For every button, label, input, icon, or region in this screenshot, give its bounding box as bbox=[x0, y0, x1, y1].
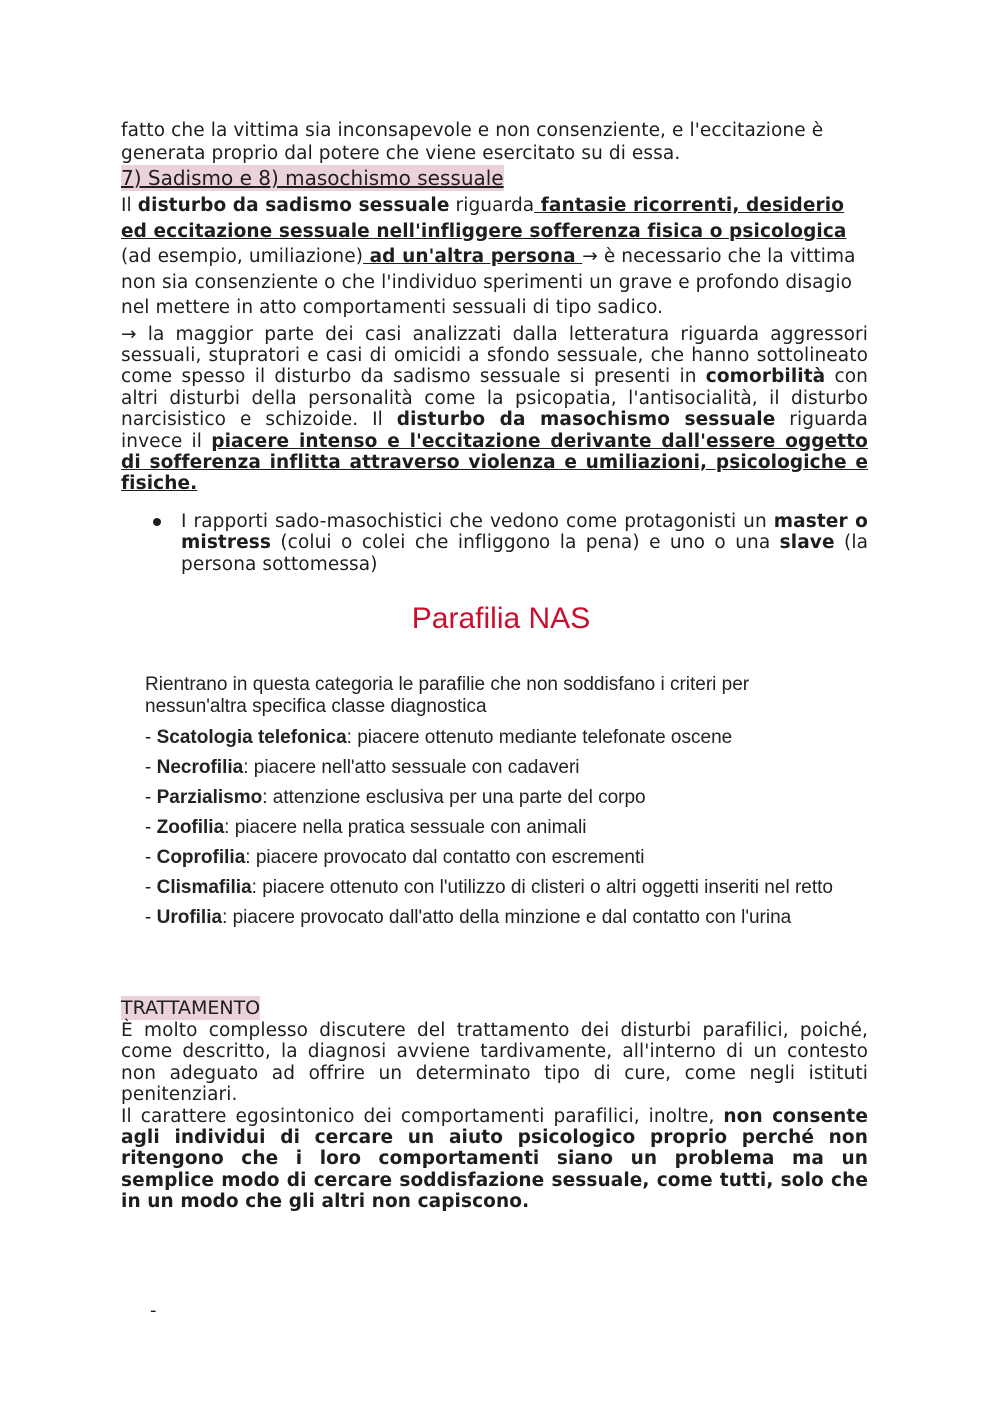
slide-list-item: - Urofilia: piacere provocato dall'atto della minzione e dal contatto con l'urina bbox=[145, 907, 792, 928]
slide-desc: : piacere provocato dall'atto della minzione e dal contatto con l'urina bbox=[222, 907, 792, 928]
text-run: riguarda invece il bbox=[121, 409, 868, 452]
slide-list-item: - Zoofilia: piacere nella pratica sessuale con animali bbox=[145, 817, 587, 838]
bullet-text bbox=[181, 511, 868, 575]
text-run: con altri disturbi della personalità come la psicopatia, l'antisocialità, il disturbo narcisistico e schizoide. Il bbox=[121, 366, 869, 431]
bold-term: slave bbox=[779, 532, 835, 554]
underlined-phrase: ad un'altra persona bbox=[363, 246, 583, 267]
bullet-icon bbox=[153, 518, 161, 526]
text-run: Il carattere egosintonico dei comportamenti parafilici, inoltre, bbox=[121, 1105, 724, 1127]
embedded-slide bbox=[121, 600, 881, 980]
slide-title: Parafilia NAS bbox=[411, 602, 591, 635]
slide-list-item: - Parzialismo: attenzione esclusiva per una parte del corpo bbox=[145, 787, 646, 808]
intro-paragraph: fatto che la vittima sia inconsapevole e non consenziente, e l'eccitazione è generata proprio dal potere che viene esercitato su di essa. bbox=[121, 120, 824, 164]
text-run: riguarda bbox=[449, 195, 535, 216]
bold-term: disturbo da sadismo sessuale bbox=[137, 195, 450, 216]
sadism-paragraph bbox=[121, 193, 868, 321]
treatment-paragraph-1: È molto complesso discutere del trattamento dei disturbi parafilici, poiché, come descritto, la diagnosi avviene tardivamente, all'interno di un contesto non adeguato ad offrire un determinato tipo di cure, come negli istituti penitenziari. bbox=[121, 1020, 868, 1106]
section-heading-sadism: 7) Sadismo e 8) masochismo sessuale bbox=[121, 166, 504, 190]
slide-desc: : piacere ottenuto mediante telefonate oscene bbox=[346, 727, 733, 748]
text-run: → la maggior parte dei casi analizzati dalla letteratura riguarda aggressori sessuali, stupratori e casi di omicidi a sfondo sessuale, che hanno sottolineato come spesso il disturbo da sadismo sessuale si presenti in bbox=[121, 323, 868, 388]
slide-desc: : piacere nell'atto sessuale con cadaveri bbox=[243, 757, 580, 778]
bold-term: comorbilità bbox=[705, 366, 826, 388]
slide-term: Clismafilia bbox=[156, 877, 252, 898]
treatment-section bbox=[121, 996, 868, 1213]
text-run: → è necessario che la vittima non sia consenziente o che l'individuo sperimenti un grave e profondo disagio nel mettere in atto comportamenti sessuali di tipo sadico. bbox=[121, 246, 856, 318]
slide-term: Urofilia bbox=[156, 907, 223, 928]
underlined-definition: piacere intenso e l'eccitazione derivante dall'essere oggetto di sofferenza inflitta attraverso violenza e umiliazioni, psicologiche e fisiche. bbox=[121, 430, 868, 495]
slide-term: Scatologia telefonica bbox=[156, 727, 347, 748]
slide-list-item: - Necrofilia: piacere nell'atto sessuale con cadaveri bbox=[145, 757, 580, 778]
bold-term: master o mistress bbox=[181, 510, 868, 554]
footer-dash: - bbox=[150, 1300, 157, 1321]
slide-list-item: - Scatologia telefonica: piacere ottenuto mediante telefonate oscene bbox=[145, 727, 733, 748]
slide-term: Parzialismo bbox=[156, 787, 263, 808]
text-run: Il bbox=[121, 195, 138, 216]
text-run: I rapporti sado-masochistici che vedono come protagonisti un bbox=[181, 510, 774, 532]
slide-term: Coprofilia bbox=[156, 847, 246, 868]
slide-desc: : piacere provocato dal contatto con escrementi bbox=[245, 847, 645, 868]
text-run: (ad esempio, umiliazione) bbox=[121, 246, 364, 267]
slide-list-item: - Coprofilia: piacere provocato dal contatto con escrementi bbox=[145, 847, 645, 868]
text-run: (la persona sottomessa) bbox=[181, 532, 869, 575]
text-run: (colui o colei che infliggono la pena) e uno o una bbox=[270, 532, 780, 554]
section-heading-treatment: TRATTAMENTO bbox=[121, 997, 261, 1019]
bold-term: disturbo da masochismo sessuale bbox=[396, 409, 776, 431]
slide-list-item: - Clismafilia: piacere ottenuto con l'utilizzo di clisteri o altri oggetti inseriti nel retto bbox=[145, 877, 833, 898]
slide-body bbox=[145, 674, 843, 937]
bold-statement: non consente agli individui di cercare un aiuto psicologico proprio perché non ritengono che i loro comportamenti siano un problema ma un semplice modo di cercare soddisfazione sessuale, come tutti, solo che in un modo che gli altri non capiscono. bbox=[121, 1105, 868, 1213]
treatment-paragraph-2 bbox=[121, 1106, 868, 1213]
slide-desc: : attenzione esclusiva per una parte del corpo bbox=[262, 787, 646, 808]
slide-term: Necrofilia bbox=[156, 757, 244, 778]
slide-term: Zoofilia bbox=[156, 817, 225, 838]
masochism-paragraph bbox=[121, 324, 868, 495]
bullet-item bbox=[121, 511, 868, 575]
slide-desc: : piacere nella pratica sessuale con animali bbox=[224, 817, 587, 838]
underlined-definition: fantasie ricorrenti, desiderio ed eccitazione sessuale nell'infliggere sofferenza fisica o psicologica bbox=[121, 195, 847, 242]
slide-desc: : piacere ottenuto con l'utilizzo di clisteri o altri oggetti inseriti nel retto bbox=[251, 877, 833, 898]
slide-intro: Rientrano in questa categoria le parafilie che non soddisfano i criteri per nessun'altra specifica classe diagnostica bbox=[145, 674, 750, 717]
document-body bbox=[121, 119, 868, 575]
